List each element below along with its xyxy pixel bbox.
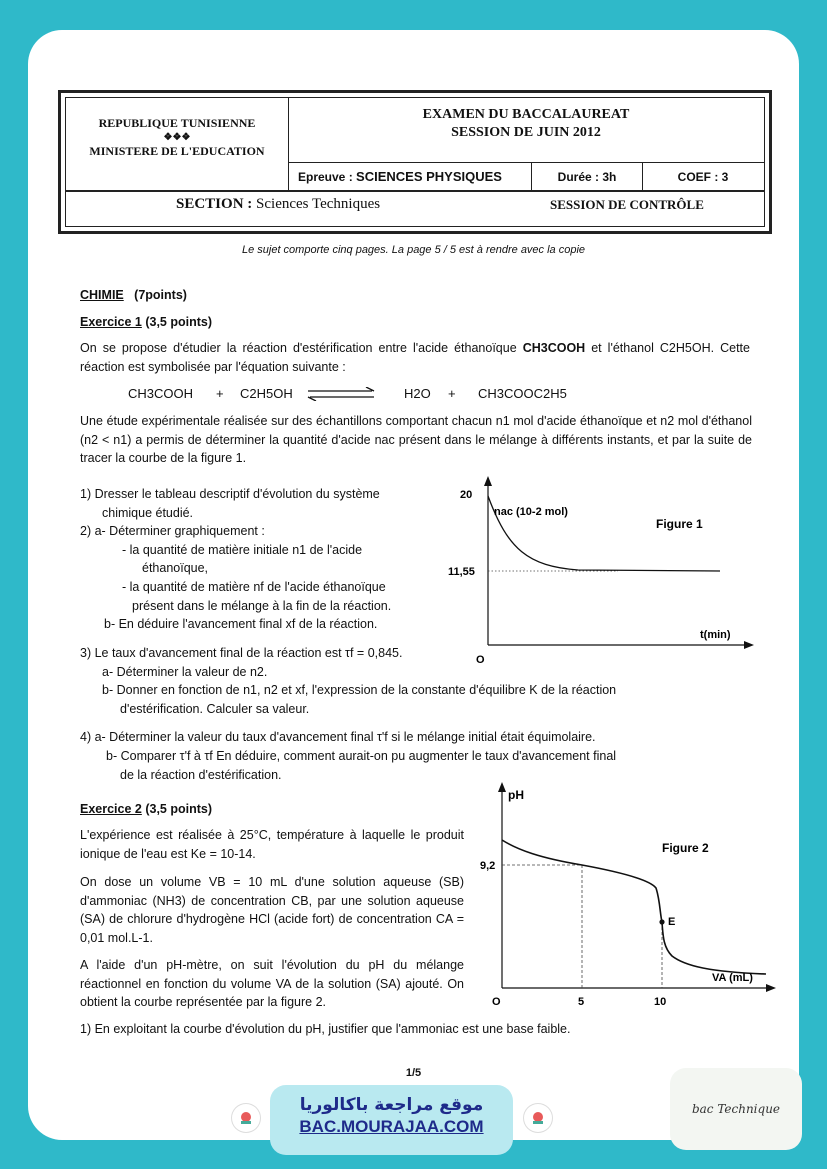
ex2-paragraph-2: On dose un volume VB = 10 mL d'une solution aqueuse (SB) d'ammoniac (NH3) de concentration CB, par une solution aqueuse (SA) de chlorure d'hydrogène HCl (acide fort) de concentration CA = 0,01 mol.L-1. xyxy=(80,875,464,945)
ethanol-formula: C2H5OH xyxy=(659,341,711,355)
site-banner[interactable] xyxy=(270,1085,513,1155)
fig2-y-arrow xyxy=(498,782,506,792)
ex1-q4a: 4) a- Déterminer la valeur du taux d'avancement final τ'f si le mélange initial était équimolaire. xyxy=(80,730,596,745)
fig1-y-final: 11,55 xyxy=(448,566,475,578)
session-type: SESSION DE CONTRÔLE xyxy=(550,197,704,212)
ex2-points: (3,5 points) xyxy=(145,802,213,816)
session-label: SESSION DE JUIN 2012 xyxy=(451,125,601,140)
exam-header xyxy=(58,90,772,234)
epreuve-value: SCIENCES PHYSIQUES xyxy=(356,169,502,184)
section-cell xyxy=(176,196,380,213)
fig1-y-label: nac (10-2 mol) xyxy=(494,506,568,518)
ex1-q2b: b- En déduire l'avancement final xf de la réaction. xyxy=(104,617,378,632)
eq-plus-1: + xyxy=(216,386,224,401)
intro-note: Le sujet comporte cinq pages. La page 5 / 5 est à rendre avec la copie xyxy=(241,244,586,256)
epreuve-cell xyxy=(288,163,532,191)
ex1-p1a: On se propose d'étudier la réaction d'estérification entre l'acide éthanoïque xyxy=(80,341,517,355)
site-url-link[interactable]: BAC.MOURAJAA.COM xyxy=(299,1117,484,1136)
fig2-point-e xyxy=(659,919,664,924)
fig2-y-mark: 9,2 xyxy=(480,860,496,872)
fig2-x-mark-2: 10 xyxy=(654,996,667,1008)
ex2-heading xyxy=(80,800,212,819)
reaction-equation xyxy=(128,384,688,404)
fig2-point-label: E xyxy=(668,916,676,928)
fig2-caption: Figure 2 xyxy=(662,841,709,855)
acid-formula: CH3COOH xyxy=(522,341,586,355)
ex1-points: (3,5 points) xyxy=(145,315,213,329)
ex1-paragraph-1 xyxy=(80,339,750,376)
ex1-q3b2: d'estérification. Calculer sa valeur. xyxy=(120,701,310,716)
ex2-q1: 1) En exploitant la courbe d'évolution du pH, justifier que l'ammoniac est une base faible. xyxy=(80,1022,571,1036)
ex1-title: Exercice 1 xyxy=(80,315,142,329)
ex1-q1: 1) Dresser le tableau descriptif d'évolution du système xyxy=(80,487,380,501)
eq-right-1: H2O xyxy=(404,386,431,401)
ex2-paragraph-3: A l'aide d'un pH-mètre, on suit l'évolution du pH du mélange réactionnel en fonction du volume VA de la solution (SA) ajouté. On obtient la courbe représentée par la figure 2. xyxy=(80,958,464,1010)
eq-left-1: CH3COOH xyxy=(128,386,194,401)
ex1-q2a1: - la quantité de matière initiale n1 de l'acide xyxy=(122,542,363,557)
page-number: 1/5 xyxy=(405,1067,422,1079)
fig1-caption: Figure 1 xyxy=(656,517,703,531)
ex1-q3b: b- Donner en fonction de n1, n2 et xf, l'expression de la constante d'équilibre K de la réaction xyxy=(102,683,617,698)
figure-2-chart xyxy=(460,776,780,1008)
chimie-title: CHIMIE xyxy=(80,288,124,302)
eq-right-2: CH3COOC2H5 xyxy=(478,386,567,401)
bac-technique-stamp: bac Technique xyxy=(670,1068,802,1150)
ex1-q3a: a- Déterminer la valeur de n2. xyxy=(102,664,268,679)
coef-cell: COEF : 3 xyxy=(677,170,729,184)
ex1-q4b: b- Comparer τ'f à τf En déduire, comment aurait-on pu augmenter le taux d'avancement final xyxy=(106,748,617,763)
ornament: ❖❖❖ xyxy=(163,132,191,143)
ex1-p1c: . Cette réaction est symbolisée par l'équation suivante : xyxy=(80,341,750,374)
footer-logo-right-icon xyxy=(524,1104,552,1132)
chimie-heading xyxy=(80,286,187,305)
ministry-label: MINISTERE DE L'EDUCATION xyxy=(89,144,265,158)
republic-label: REPUBLIQUE TUNISIENNE xyxy=(98,116,256,130)
ex1-q2a2b: présent dans le mélange à la fin de la réaction. xyxy=(132,598,392,613)
fig1-origin: O xyxy=(476,654,485,666)
footer-logo-left-icon xyxy=(232,1104,260,1132)
equilibrium-arrows-icon xyxy=(306,387,378,401)
epreuve-row xyxy=(288,162,764,191)
exam-label: EXAMEN DU BACCALAUREAT xyxy=(422,107,630,122)
fig1-x-label: t(min) xyxy=(700,629,731,641)
ex1-p1b: et l'éthanol xyxy=(591,341,654,355)
ex1-q2a2: - la quantité de matière nf de l'acide éthanoïque xyxy=(122,579,386,594)
section-value: Sciences Techniques xyxy=(256,196,381,212)
eq-left-2: C2H5OH xyxy=(240,386,293,401)
ex1-q3: 3) Le taux d'avancement final de la réaction est τf = 0,845. xyxy=(80,646,403,660)
eq-plus-2: + xyxy=(448,386,456,401)
fig2-y-label: pH xyxy=(508,788,524,802)
fig2-curve xyxy=(502,840,766,974)
ex2-title: Exercice 2 xyxy=(80,802,142,816)
header-ministry-block xyxy=(66,98,289,190)
section-label: SECTION : xyxy=(176,196,253,212)
ex1-questions-left xyxy=(80,485,480,634)
fig1-y-start: 20 xyxy=(460,489,473,501)
duree-cell: Durée : 3h xyxy=(532,163,643,191)
fig2-origin: O xyxy=(492,996,501,1008)
ex1-q2a: 2) a- Déterminer graphiquement : xyxy=(80,524,265,539)
ex1-q1b: chimique étudié. xyxy=(102,505,194,520)
fig1-x-arrow xyxy=(744,641,754,649)
chimie-points: (7points) xyxy=(134,288,187,302)
fig1-y-arrow xyxy=(484,476,492,486)
site-arabic-title: موقع مراجعة باكالوريا xyxy=(299,1095,484,1115)
figure-1-chart xyxy=(428,470,758,670)
epreuve-label: Epreuve : xyxy=(298,170,353,184)
fig2-x-label: VA (mL) xyxy=(712,972,753,984)
ex1-q4b2: de la réaction d'estérification. xyxy=(120,767,282,782)
header-separator xyxy=(66,190,764,192)
fig2-x-mark-1: 5 xyxy=(578,996,585,1008)
exam-sheet xyxy=(28,30,799,1140)
exam-title xyxy=(288,106,764,142)
ex1-heading xyxy=(80,313,212,332)
ex1-q2a1b: éthanoïque, xyxy=(142,561,209,576)
ex2-paragraph-1: L'expérience est réalisée à 25°C, température à laquelle le produit ionique de l'eau est Ke = 10-14. xyxy=(80,828,464,861)
fig2-x-arrow xyxy=(766,984,776,992)
ex1-paragraph-2: Une étude expérimentale réalisée sur des échantillons comportant chacun n1 mol d'acide éthanoïque et n2 mol d'éthanol (n2 < n1) a permis de déterminer la quantité d'acide nac présent dans le mélange à différents instants, et par la suite de tracer la courbe de la figure 1. xyxy=(80,414,752,466)
